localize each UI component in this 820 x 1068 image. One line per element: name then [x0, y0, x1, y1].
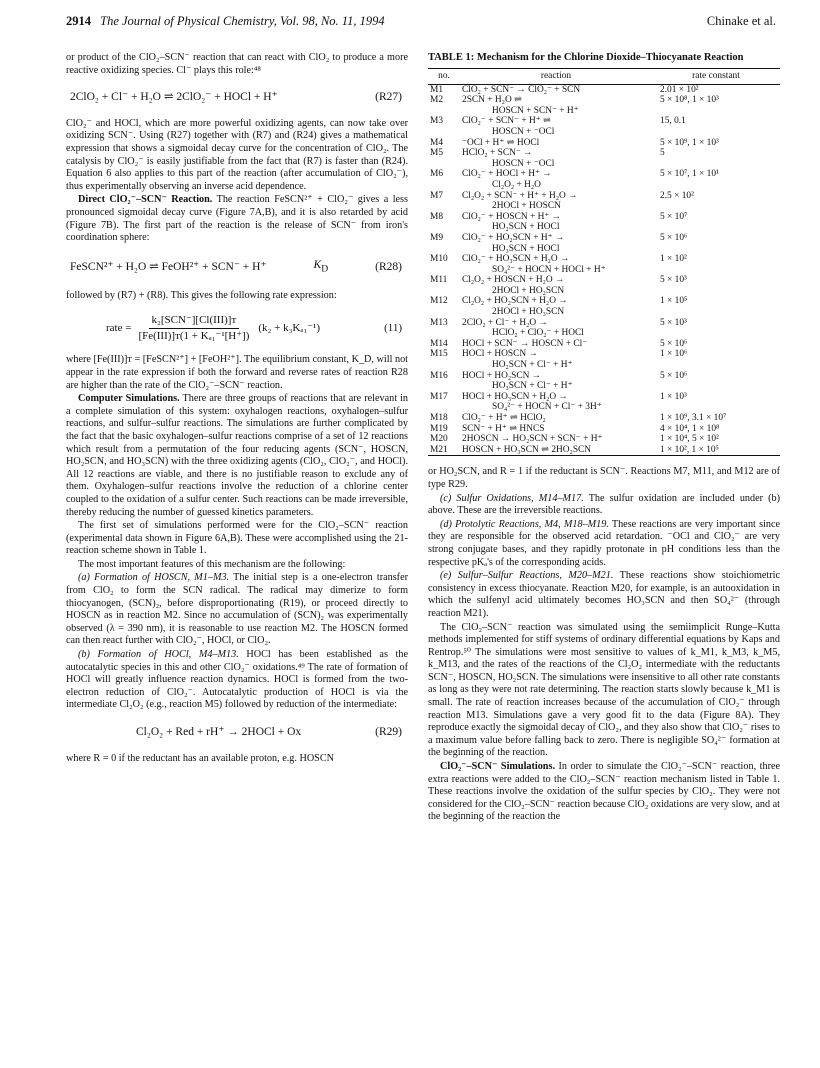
- reaction-cell: [460, 318, 652, 339]
- equation-text: 2ClO₂ + Cl⁻ + H₂O ⇌ 2ClO₂⁻ + HOCl + H⁺: [70, 91, 278, 104]
- section-heading: ClO₂⁻–SCN⁻ Simulations.: [440, 761, 555, 773]
- paragraph-text: HOCl has been established as the autocatalytic species in this and other ClO₂⁻ oxidations.⁴⁹ The rate of formation of HOCl will greatly influence reaction dynamics. HOCl is formed from the two-electron reduction of ClO₂⁻. Autocatalytic production of HOCl is via the intermediate Cl₂O₂ (e.g., reaction M5) followed by reduction of the intermediate:: [66, 649, 408, 711]
- reaction-line: Cl₂O₂ + HO₂SCN + H₂O →: [462, 296, 568, 307]
- reaction-line: ClO₂⁻ + HO₂SCN + H⁺ →: [462, 232, 565, 243]
- journal-citation: The Journal of Physical Chemistry, Vol. 98, No. 11, 1994: [100, 14, 385, 28]
- rate-constant: 1 × 10⁹, 3.1 × 10⁷: [660, 413, 727, 423]
- reaction-cell: [460, 275, 652, 296]
- table-row: [428, 318, 780, 339]
- reaction-number: M5: [430, 148, 444, 159]
- reaction-cell: [460, 191, 652, 212]
- reaction-line-continued: SO₄²⁻ + HOCN + Cl⁻ + 3H⁺: [492, 402, 602, 413]
- left-column: [66, 52, 408, 766]
- reaction-cell: [460, 148, 652, 169]
- reaction-number: M18: [430, 413, 448, 423]
- rate-factor: (k₂ + k₃Kₐ₁⁻¹): [258, 322, 320, 334]
- subsection-heading: (a) Formation of HOSCN, M1–M3.: [78, 572, 230, 584]
- rate-constant: 2.01 × 10²: [660, 84, 699, 95]
- rate-constant: 5: [660, 148, 665, 159]
- rate-constant: 1 × 10⁴, 5 × 10²: [660, 434, 719, 445]
- subsection-heading: (d) Protolytic Reactions, M4, M18–M19.: [440, 518, 609, 530]
- equation-11: [106, 314, 402, 342]
- reaction-line: HOSCN + HO₃SCN ⇌ 2HO₂SCN: [462, 444, 592, 455]
- table-row: [428, 434, 780, 445]
- reaction-cell: [460, 349, 652, 370]
- paragraph-text: The initial step is a one-electron transfer from ClO₂ to form the SCN radical. The radical may dimerize to form thiocyanogen, (SCN)₂, before disproportionating (R19), or proceed directly to HOSCN as in reaction M2. Since no accumulation of (SCN)₂ was experimentally observed (λ = 390 nm), it is reasonable to use reaction M2. The HOSCN formed can then react further with ClO₂⁻, HOCl, or ClO₂.: [66, 572, 408, 647]
- reaction-line-continued: HClO₂ + ClO₂⁻ + HOCl: [492, 328, 584, 339]
- paragraph: [428, 761, 780, 824]
- column-header-no: no.: [428, 69, 460, 85]
- reaction-number: M6: [430, 169, 444, 180]
- reaction-number: M17: [430, 391, 448, 402]
- reaction-number: M20: [430, 434, 448, 445]
- reaction-cell: [460, 212, 652, 233]
- reaction-cell: [460, 254, 652, 275]
- reaction-cell: [460, 392, 652, 413]
- reaction-number: M10: [430, 254, 448, 265]
- table-row: [428, 116, 780, 137]
- reaction-line-continued: HOSCN + SCN⁻ + H⁺: [492, 105, 579, 116]
- reaction-line-continued: 2HOCl + HO₃SCN: [492, 307, 565, 318]
- reaction-number: M8: [430, 211, 444, 222]
- paragraph: [66, 393, 408, 519]
- subsection-heading: (b) Formation of HOCl, M4–M13.: [78, 649, 239, 661]
- reaction-cell: [460, 413, 652, 424]
- paragraph-text: These reactions show stoichiometric consistency in excess thiocyanate. Reaction M20, for example, is an autooxidation in which the sulfenyl acid ultimately becomes HO₃SCN and then SO₄²⁻ (through reaction M21).: [428, 570, 781, 619]
- reaction-line: ClO₂⁻ + HO₃SCN + H₂O →: [462, 254, 570, 265]
- reaction-line: HOCl + HO₃SCN + H₂O →: [462, 391, 568, 402]
- table-row: [428, 296, 780, 317]
- reaction-line-continued: HOSCN + ⁻OCl: [492, 158, 555, 169]
- paragraph: The ClO₂–SCN⁻ reaction was simulated using the semiimplicit Runge–Kutta methods implemented for stiff systems of ordinary differential equations by Kaps and Rentrop.⁵⁰ The simulations were most sensitive to values of k_M1, k_M3, k_M5, k_M13, and the rates of the reactions of the Cl₂O₂ intermediate with the reductants SCN⁻, HOSCN, HO₂SCN. The simulations were insensitive to all other rate constants as long as they were not rate determining. The reaction starts slowly because k_M1 is small. The rate of reaction increases because of the accumulation of ClO₂⁻ through reaction M13. Simulations gave a very good fit to the data (Figure 8A). They reproduce exactly the sigmoidal decay of ClO₂, and they also show that ClO₂⁻ rises to a maximum value before falling back to zero. There is negligible SO₄²⁻ formation at the beginning of the reaction.: [428, 621, 780, 759]
- page-number: 2914: [66, 14, 91, 28]
- reaction-line: HOCl + HOSCN →: [462, 349, 538, 360]
- paragraph: or HO₂SCN, and R = 1 if the reductant is SCN⁻. Reactions M7, M11, and M12 are of type R29.: [428, 466, 780, 490]
- reaction-line: ClO₂⁻ + SCN⁻ + H⁺ ⇌: [462, 116, 551, 127]
- reaction-line: 2SCN + H₂O ⇌: [462, 95, 522, 106]
- paragraph: followed by (R7) + (R8). This gives the following rate expression:: [66, 289, 337, 301]
- table-row: [428, 95, 780, 116]
- reaction-cell: [460, 95, 652, 116]
- equation-text: Cl₂O₂ + Red + rH⁺ → 2HOCl + Ox: [136, 726, 302, 739]
- reaction-line-continued: Cl₂O₂ + H₂O: [492, 179, 541, 190]
- rate-constant: 4 × 10⁴, 1 × 10⁸: [660, 423, 720, 434]
- reaction-line-continued: SO₄²⁻ + HOCN + HOCl + H⁺: [492, 264, 606, 275]
- reaction-line: HOCl + HO₂SCN →: [462, 370, 542, 381]
- table-row: [428, 84, 780, 95]
- paragraph: [428, 493, 780, 518]
- reaction-line: 2HOSCN → HO₂SCN + SCN⁻ + H⁺: [462, 434, 603, 445]
- reaction-number: M12: [430, 296, 448, 307]
- reaction-cell: [460, 296, 652, 317]
- paragraph: [428, 519, 780, 569]
- equation-number: (R27): [375, 91, 402, 104]
- rate-constant: 1 × 10⁵: [660, 296, 688, 307]
- fraction-numerator: k₂[SCN⁻][Cl(III)]ᴛ: [149, 314, 240, 329]
- reaction-line: ⁻OCl + H⁺ ⇌ HOCl: [462, 137, 540, 148]
- paragraph-text: In order to simulate the ClO₂⁻–SCN⁻ reaction, three extra reactions were added to the ClO₂–SCN⁻ reaction mechanism listed in Table 1. These reactions involve the oxidation of the sulfur species by ClO₂. They were not considered for the ClO₂–SCN⁻ reaction because ClO₂ oxidations are very slow, and at the beginning of the reaction the: [428, 761, 781, 823]
- table-row: [428, 339, 780, 350]
- rate-lhs: rate =: [106, 322, 132, 334]
- equation-number: (R28): [375, 260, 402, 273]
- reaction-cell: [460, 233, 652, 254]
- mechanism-table: [428, 68, 780, 456]
- reaction-cell: [460, 169, 652, 190]
- equation-number: (R29): [375, 726, 402, 739]
- reaction-line: 2ClO₂ + Cl⁻ + H₂O →: [462, 317, 548, 328]
- reaction-line-continued: HO₂SCN + Cl⁻ + H⁺: [492, 360, 573, 371]
- reaction-line: ClO₂⁻ + HOSCN + H⁺ →: [462, 211, 562, 222]
- reaction-line-continued: HO₃SCN + Cl⁻ + H⁺: [492, 381, 573, 392]
- table-row: [428, 413, 780, 424]
- table-row: [428, 191, 780, 212]
- equation-text: FeSCN²⁺ + H₂O ⇌ FeOH²⁺ + SCN⁻ + H⁺: [70, 260, 267, 273]
- table-row: [428, 233, 780, 254]
- reaction-cell: [460, 84, 652, 95]
- table-row: [428, 424, 780, 435]
- reaction-line: ClO₂ + SCN⁻ → ClO₂⁻ + SCN: [462, 84, 581, 95]
- reaction-cell: [460, 445, 652, 456]
- table-row: [428, 148, 780, 169]
- right-column: [428, 52, 780, 825]
- paragraph: [66, 649, 408, 712]
- reaction-line: ClO₂⁻ + H⁺ ⇌ HClO₂: [462, 413, 546, 423]
- table-row: [428, 445, 780, 456]
- paragraph: where R = 0 if the reductant has an available proton, e.g. HOSCN: [66, 752, 334, 764]
- reaction-line-continued: HO₂SCN + HOCl: [492, 222, 560, 233]
- paragraph: [66, 572, 408, 648]
- rate-constant: 2.5 × 10²: [660, 190, 694, 201]
- rate-constant: 1 × 10²: [660, 254, 687, 265]
- reaction-line: HOCl + SCN⁻ → HOSCN + Cl⁻: [462, 338, 588, 349]
- paragraph: The most important features of this mechanism are the following:: [78, 558, 346, 570]
- reaction-number: M13: [430, 317, 448, 328]
- reaction-number: M11: [430, 275, 448, 286]
- reaction-cell: [460, 424, 652, 435]
- reaction-number: M15: [430, 349, 448, 360]
- reaction-number: M2: [430, 95, 444, 106]
- section-heading: Computer Simulations.: [78, 393, 180, 405]
- reaction-number: M4: [430, 137, 444, 148]
- table-row: [428, 371, 780, 392]
- equation-r27: [70, 91, 402, 104]
- table-row: [428, 212, 780, 233]
- paragraph: [428, 570, 780, 620]
- paragraph: ClO₂⁻ and HOCl, which are more powerful oxidizing agents, can now take over oxidizing SCN⁻. Using (R27) together with (R7) and (R24) gives a mathematical expression that shows a sigmoidal decay curve for the concentration of ClO₂. The catalysis by ClO₂⁻ is easily justifiable from the fact that (R7) is faster than (R24). Equation 6 also applies to this part of the reaction (after accumulation of ClO₂⁻), thus experimentally observing an inverse acid dependence.: [66, 117, 408, 192]
- rate-constant: 1 × 10², 1 × 10⁵: [652, 445, 780, 456]
- reaction-cell: [460, 138, 652, 149]
- reaction-number: M9: [430, 232, 444, 243]
- reaction-line: SCN⁻ + H⁺ ⇌ HNCS: [462, 423, 545, 434]
- rate-constant: 5 × 10⁹, 1 × 10³: [660, 137, 719, 148]
- table-row: [428, 275, 780, 296]
- fraction-denominator: [Fe(III)]ᴛ(1 + Kₐ₁⁻¹[H⁺]): [138, 329, 250, 342]
- reaction-cell: [460, 434, 652, 445]
- subsection-heading: (e) Sulfur–Sulfur Reactions, M20–M21.: [440, 570, 614, 582]
- subsection-heading: (c) Sulfur Oxidations, M14–M17.: [440, 492, 584, 504]
- rate-constant: 5 × 10⁶: [660, 338, 688, 349]
- reaction-line: ClO₂⁻ + HOCl + H⁺ →: [462, 169, 552, 180]
- table-row: [428, 349, 780, 370]
- paragraph: or product of the ClO₂–SCN⁻ reaction that can react with ClO₂ to produce a more reactive oxidizing species. Cl⁻ plays this role:⁴⁸: [66, 52, 408, 76]
- paragraph: where [Fe(III)]ᴛ = [FeSCN²⁺] + [FeOH²⁺]. The equilibrium constant, K_D, will not appear in the rate expression if both the forward and reverse rates of reaction R28 are higher than the rate of the ClO₂⁻–SCN⁻ reaction.: [66, 354, 408, 391]
- reaction-number: M3: [430, 116, 444, 127]
- rate-constant: 5 × 10⁷, 1 × 10¹: [660, 169, 719, 180]
- table-row: [428, 138, 780, 149]
- equilibrium-constant: $K_D$: [313, 258, 329, 275]
- rate-constant: 5 × 10³: [660, 317, 687, 328]
- rate-constant: 5 × 10⁶: [660, 232, 688, 243]
- reaction-cell: [460, 371, 652, 392]
- reaction-line: Cl₂O₂ + HOSCN + H₂O →: [462, 275, 565, 286]
- section-heading: Direct ClO₂⁻–SCN⁻ Reaction.: [78, 194, 213, 206]
- reaction-line-continued: HOSCN + ⁻OCl: [492, 126, 555, 137]
- rate-constant: 1 × 10³: [660, 391, 687, 402]
- paragraph: The first set of simulations performed were for the ClO₂–SCN⁻ reaction (experimental data shown in Figure 6A,B). These were accomplished using the 21-reaction scheme shown in Table 1.: [66, 520, 408, 557]
- reaction-cell: [460, 339, 652, 350]
- running-authors: Chinake et al.: [706, 14, 776, 28]
- rate-constant: 5 × 10⁷: [660, 211, 688, 222]
- reaction-line-continued: HO₃SCN + HOCl: [492, 243, 560, 254]
- reaction-line-continued: 2HOCl + HOSCN: [492, 201, 561, 212]
- table-row: [428, 169, 780, 190]
- paragraph-text: The reaction FeSCN²⁺ + ClO₂⁻ gives a less pronounced sigmoidal decay curve (Figure 7A,B), and it is also retarded by acid (Figure 7B). The first part of the reaction is the release of SCN⁻ from iron's coordination sphere:: [66, 194, 408, 244]
- reaction-line-continued: 2HOCl + HO₂SCN: [492, 285, 565, 296]
- reaction-number: M21: [428, 445, 460, 456]
- rate-constant: 1 × 10⁶: [660, 349, 688, 360]
- reaction-line: HClO₂ + SCN⁻ →: [462, 148, 533, 159]
- table-row: [428, 254, 780, 275]
- paragraph-text: There are three groups of reactions that are relevant in a complete simulation of this system: oxyhalogen reactions, oxyhalogen–sulfur reactions, and sulfur–sulfur reactions. The simulations are further complicated by the fact that the basic oxyhalogen–sulfur reactions comprise of a set of 12 reactions which result from a permutation of the four reducing agents (SCN⁻, HOSCN, HO₂SCN, and HO₃SCN) with the three oxidizing agents (ClO₂, ClO₂⁻, and HOCl). All 12 reactions are viable, and there is no justifiable reason to exclude any of them. Oxyhalogen–sulfur reactions involve the reduction of a chlorine center coupled to the oxidation of a sulfur center. Such reactions can be made irreversible, thereby reducing the number of guessed kinetics parameters.: [66, 393, 409, 518]
- equation-r29: [136, 726, 402, 739]
- rate-constant: 5 × 10⁸, 1 × 10³: [660, 95, 719, 106]
- reaction-cell: [460, 116, 652, 137]
- reaction-number: M1: [430, 84, 444, 95]
- rate-fraction: [135, 314, 252, 342]
- rate-constant: 5 × 10⁶: [660, 370, 688, 381]
- paragraph-text: These reactions are very important since they are responsible for the observed acid retardation. ⁻OCl and ClO₂⁻ are very strong conjugate bases, and they rapidly protonate in pH conditions less than the respective pKₐ's of the corresponding acids.: [428, 518, 781, 568]
- table-caption: TABLE 1: Mechanism for the Chlorine Dioxide–Thiocyanate Reaction: [428, 52, 744, 63]
- paragraph: [66, 194, 408, 244]
- equation-r28: [70, 259, 402, 276]
- rate-constant: 15, 0.1: [660, 116, 686, 127]
- reaction-number: M16: [430, 370, 448, 381]
- table-header-row: [428, 69, 780, 85]
- column-header-reaction: reaction: [460, 69, 652, 85]
- reaction-number: M7: [430, 190, 444, 201]
- reaction-number: M19: [430, 423, 448, 434]
- column-header-rate-constant: rate constant: [652, 69, 780, 85]
- equation-number: (11): [384, 322, 402, 334]
- reaction-number: M14: [430, 338, 448, 349]
- table-row: [428, 392, 780, 413]
- rate-constant: 5 × 10³: [660, 275, 687, 286]
- reaction-line: Cl₂O₂ + SCN⁻ + H⁺ + H₂O →: [462, 190, 578, 201]
- paragraph-text: The sulfur oxidation are included under (b) above. These are the irreversible reactions.: [428, 492, 780, 517]
- running-header: [66, 14, 776, 34]
